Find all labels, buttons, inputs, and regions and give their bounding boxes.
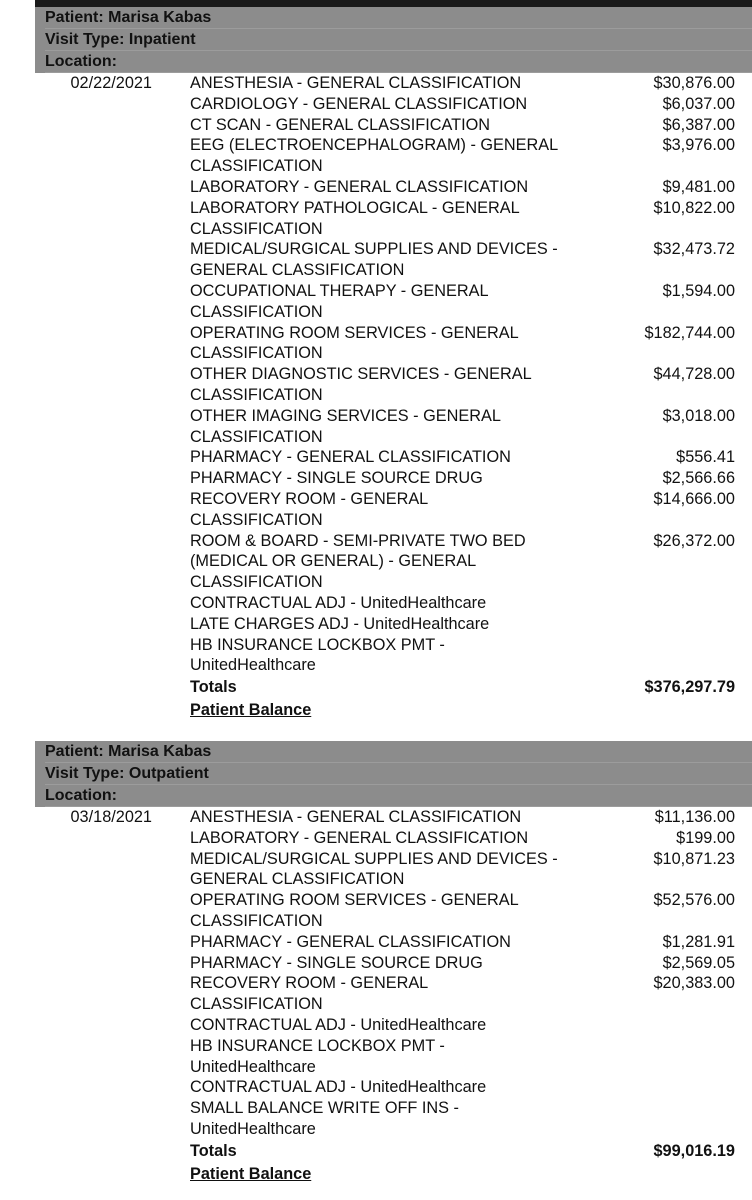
description-line: CLASSIFICATION [190,427,323,446]
description-line: CONTRACTUAL ADJ - UnitedHealthcare [190,1078,487,1097]
charge-date [0,177,152,198]
totals-label: Totals [190,678,237,697]
charge-row [0,953,752,974]
charge-row [0,364,752,406]
description-line: GENERAL CLASSIFICATION [190,261,405,280]
description-line: CLASSIFICATION [190,302,323,321]
charge-date [0,614,152,635]
charge-row [0,198,752,240]
charge-date: 02/22/2021 [70,74,152,92]
charge-date [0,1098,152,1140]
charge-amount: $182,744.00 [644,323,735,342]
description-line: CLASSIFICATION [190,510,323,529]
description-line: LATE CHARGES ADJ - UnitedHealthcare [190,614,490,633]
charge-description [190,1036,610,1078]
description-line: CLASSIFICATION [190,573,323,592]
charge-row [0,1077,752,1098]
charge-date [0,635,152,677]
description-line: OPERATING ROOM SERVICES - GENERAL [190,323,519,342]
description-line: MEDICAL/SURGICAL SUPPLIES AND DEVICES - [190,849,558,868]
charge-row [0,849,752,891]
description-line: UnitedHealthcare [190,1119,316,1138]
patient-name: Patient: Marisa Kabas [45,7,752,29]
charge-row [0,531,752,593]
charge-row [0,593,752,614]
charge-amount: $26,372.00 [653,531,735,550]
description-line: CONTRACTUAL ADJ - UnitedHealthcare [190,593,487,612]
totals-amount: $99,016.19 [653,1141,735,1160]
description-line: CONTRACTUAL ADJ - UnitedHealthcare [190,1015,487,1034]
charge-description [190,281,610,323]
charge-description [190,115,610,136]
charge-amount: $44,728.00 [653,365,735,384]
description-line: ROOM & BOARD - SEMI-PRIVATE TWO BED [190,531,526,550]
charge-date [0,323,152,365]
charge-description [190,828,610,849]
charge-row [0,932,752,953]
charge-date [0,1036,152,1078]
description-line: LABORATORY - GENERAL CLASSIFICATION [190,177,529,196]
description-line: CLASSIFICATION [190,385,323,404]
charge-date [0,115,152,136]
charge-description [190,614,610,635]
charge-date [0,849,152,891]
description-line: OCCUPATIONAL THERAPY - GENERAL [190,281,489,300]
description-line: HB INSURANCE LOCKBOX PMT - [190,635,445,654]
charge-description [190,635,610,677]
charge-description [190,932,610,953]
charge-row [0,635,752,677]
charge-amount: $1,594.00 [662,281,735,300]
totals-row [0,676,752,699]
charge-description [190,593,610,614]
charge-amount [610,1077,752,1098]
charge-amount: $52,576.00 [653,891,735,910]
location: Location: [45,51,752,73]
charge-row [0,94,752,115]
charge-description [190,135,610,177]
charge-description [190,489,610,531]
totals-amount: $376,297.79 [644,678,735,697]
charge-description [190,323,610,365]
description-line: PHARMACY - SINGLE SOURCE DRUG [190,953,483,972]
charge-date [0,593,152,614]
description-line: EEG (ELECTROENCEPHALOGRAM) - GENERAL [190,136,559,155]
charge-date [0,94,152,115]
description-line: LABORATORY PATHOLOGICAL - GENERAL [190,198,520,217]
patient-name: Patient: Marisa Kabas [45,741,752,763]
patient-balance-label: Patient Balance [190,1164,312,1183]
charge-amount: $10,871.23 [653,849,735,868]
charge-date [0,406,152,448]
charge-date [0,364,152,406]
description-line: PHARMACY - SINGLE SOURCE DRUG [190,469,483,488]
charge-row [0,1036,752,1078]
charge-description [190,953,610,974]
charge-date [0,932,152,953]
charge-date [0,447,152,468]
description-line: PHARMACY - GENERAL CLASSIFICATION [190,932,511,951]
patient-balance-row [0,699,752,722]
charge-description [190,94,610,115]
charge-amount [610,614,752,635]
charge-row [0,135,752,177]
charge-description [190,807,610,828]
charge-row [0,807,752,828]
charge-amount: $199.00 [676,828,735,847]
charge-description [190,849,610,891]
description-line: MEDICAL/SURGICAL SUPPLIES AND DEVICES - [190,240,558,259]
charge-row [0,115,752,136]
charge-description [190,73,610,94]
description-line: OPERATING ROOM SERVICES - GENERAL [190,891,519,910]
description-line: OTHER DIAGNOSTIC SERVICES - GENERAL [190,365,532,384]
description-line: CARDIOLOGY - GENERAL CLASSIFICATION [190,94,528,113]
description-line: ANESTHESIA - GENERAL CLASSIFICATION [190,74,522,92]
description-line: CT SCAN - GENERAL CLASSIFICATION [190,115,491,134]
charge-amount [610,635,752,677]
charge-row [0,406,752,448]
charge-amount [610,1098,752,1140]
charge-date [0,531,152,593]
description-line: OTHER IMAGING SERVICES - GENERAL [190,406,501,425]
patient-balance-row [0,1163,752,1186]
charge-row [0,1098,752,1140]
charge-description [190,890,610,932]
visit-section [0,7,752,722]
charge-description [190,468,610,489]
charge-row [0,239,752,281]
visit-type: Visit Type: Outpatient [45,763,752,785]
charge-date [0,489,152,531]
charge-date: 03/18/2021 [70,808,152,826]
charge-row [0,489,752,531]
charge-row [0,323,752,365]
charge-amount: $30,876.00 [653,74,735,92]
charge-description [190,239,610,281]
charge-row [0,828,752,849]
charge-amount: $2,569.05 [662,953,735,972]
charge-row [0,281,752,323]
description-line: RECOVERY ROOM - GENERAL [190,489,429,508]
charge-amount: $32,473.72 [653,240,735,259]
visit-type: Visit Type: Inpatient [45,29,752,51]
description-line: ANESTHESIA - GENERAL CLASSIFICATION [190,808,522,826]
charge-description [190,447,610,468]
charge-row [0,614,752,635]
charge-row [0,468,752,489]
description-line: CLASSIFICATION [190,219,323,238]
charge-description [190,973,610,1015]
charge-description [190,531,610,593]
description-line: UnitedHealthcare [190,656,316,675]
description-line: HB INSURANCE LOCKBOX PMT - [190,1036,445,1055]
spacer [0,699,152,722]
charge-row [0,177,752,198]
charge-date [0,239,152,281]
charge-description [190,406,610,448]
charge-amount: $11,136.00 [654,808,735,826]
charge-date [0,135,152,177]
charge-amount [610,1036,752,1078]
charge-amount [610,593,752,614]
charge-description [190,198,610,240]
charge-row [0,447,752,468]
charge-amount: $10,822.00 [653,198,735,217]
charge-date [0,468,152,489]
description-line: RECOVERY ROOM - GENERAL [190,974,429,993]
charge-amount: $1,281.91 [662,932,735,951]
charge-description [190,1077,610,1098]
charge-date [0,890,152,932]
totals-row [0,1140,752,1163]
description-line: GENERAL CLASSIFICATION [190,870,405,889]
charge-amount [610,1015,752,1036]
charge-date [0,198,152,240]
charge-row [0,1015,752,1036]
visit-section [0,741,752,1186]
description-line: CLASSIFICATION [190,157,323,176]
charge-date [0,828,152,849]
description-line: PHARMACY - GENERAL CLASSIFICATION [190,448,511,467]
description-line: (MEDICAL OR GENERAL) - GENERAL [190,552,477,571]
charge-amount: $3,976.00 [662,136,735,155]
description-line: CLASSIFICATION [190,911,323,930]
description-line: CLASSIFICATION [190,344,323,363]
spacer [0,676,152,699]
charge-description [190,177,610,198]
charge-amount: $9,481.00 [662,177,735,196]
charge-row [0,890,752,932]
description-line: SMALL BALANCE WRITE OFF INS - [190,1099,459,1118]
charge-date [0,281,152,323]
charge-amount: $20,383.00 [653,974,735,993]
location: Location: [45,785,752,807]
charge-row [0,73,752,94]
charge-date [0,953,152,974]
charge-date [0,973,152,1015]
visit-header [35,741,752,807]
charge-amount: $3,018.00 [662,406,735,425]
description-line: UnitedHealthcare [190,1057,316,1076]
visit-header [35,7,752,73]
description-line: CLASSIFICATION [190,995,323,1014]
charge-amount: $556.41 [676,448,735,467]
spacer [0,1140,152,1163]
charge-row [0,973,752,1015]
charge-amount: $6,037.00 [662,94,735,113]
top-bar [35,0,752,7]
charge-date [0,1077,152,1098]
patient-balance-label: Patient Balance [190,701,312,720]
charge-description [190,364,610,406]
totals-label: Totals [190,1141,237,1160]
charge-date [0,1015,152,1036]
charge-amount: $6,387.00 [662,115,735,134]
spacer [0,1163,152,1186]
charge-description [190,1015,610,1036]
charge-amount: $2,566.66 [662,469,735,488]
charge-amount: $14,666.00 [653,489,735,508]
description-line: LABORATORY - GENERAL CLASSIFICATION [190,828,529,847]
charge-description [190,1098,610,1140]
